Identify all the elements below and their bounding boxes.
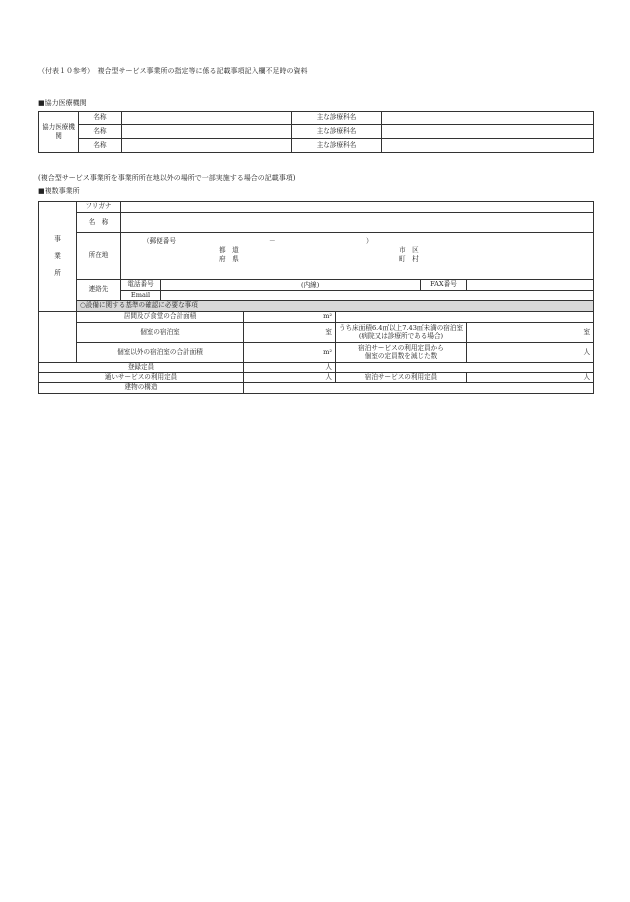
cooperating-hospitals-table (38, 111, 594, 153)
registered-blank (336, 363, 594, 373)
phone-input[interactable] (161, 280, 421, 291)
fax-label: FAX番号 (421, 280, 467, 291)
building-structure-label: 建物の構造 (39, 383, 244, 394)
postal-open: （郵便番号 (143, 237, 176, 245)
capacity-diff-input[interactable] (467, 343, 594, 363)
office-name-input[interactable] (121, 213, 594, 233)
email-input[interactable] (161, 291, 594, 301)
living-area-blank (336, 312, 594, 323)
non-private-area-label: 個室以外の宿泊室の合計面積 (77, 343, 244, 363)
postal-dash: － (269, 237, 276, 245)
multiple-offices-table (38, 201, 594, 394)
equipment-blank (39, 312, 77, 363)
hospital-dept-label: 主な診療科名 (292, 125, 382, 139)
person-unit: 人 (583, 372, 591, 381)
hospital-dept-input[interactable] (382, 112, 594, 125)
small-room-label: うち床面積6.4㎡以上7.43㎡未満の宿泊室 (病院又は診療所である場合) (336, 323, 467, 343)
section1-heading: ■協力医療機関 (38, 99, 87, 107)
fax-input[interactable] (467, 280, 594, 291)
registered-capacity-input[interactable] (244, 363, 336, 373)
phone-label: 電話番号 (121, 280, 161, 291)
day-service-label: 通いサービスの利用定員 (39, 373, 244, 383)
room-unit: 室 (583, 327, 591, 336)
note-text: (複合型サービス事業所を事業所所在地以外の場所で一部実施する場合の記載事項) (38, 174, 296, 182)
hospital-dept-input[interactable] (382, 125, 594, 139)
contact-label: 連絡先 (77, 280, 121, 301)
hospital-dept-label: 主な診療科名 (292, 139, 382, 153)
prefecture-top: 都 道 (219, 246, 239, 254)
page-header: （付表１０参考） 複合型サービス事業所の指定等に係る記載事項記入欄不足時の資料 (38, 67, 308, 75)
day-service-input[interactable] (244, 373, 336, 383)
hospital-name-label: 名称 (79, 125, 122, 139)
furigana-label: フリガナ (77, 202, 121, 213)
cooperating-hospital-label: 協力医療機関 (39, 112, 79, 153)
hospital-dept-label: 主な診療科名 (292, 112, 382, 125)
hospital-name-label: 名称 (79, 112, 122, 125)
office-name-label: 名 称 (77, 213, 121, 233)
extension-label: (内線) (301, 281, 320, 289)
postal-close: ） (366, 237, 373, 245)
capacity-diff-label: 宿泊サービスの利用定員から 個室の定員数を減じた数 (336, 343, 467, 363)
stay-service-label: 宿泊サービスの利用定員 (336, 373, 467, 383)
hospital-name-input[interactable] (122, 139, 292, 153)
sqm-unit: m² (323, 312, 332, 321)
non-private-area-input[interactable] (244, 343, 336, 363)
person-unit: 人 (325, 372, 332, 381)
living-area-label: 居間及び食堂の合計面積 (77, 312, 244, 323)
email-label: Email (121, 291, 161, 301)
city-top: 市 区 (399, 246, 419, 254)
room-unit: 室 (325, 327, 332, 336)
person-unit: 人 (325, 362, 332, 371)
person-unit: 人 (583, 347, 591, 356)
furigana-input[interactable] (121, 202, 594, 213)
private-room-input[interactable] (244, 323, 336, 343)
office-label: 事 業 所 (39, 202, 77, 312)
hospital-name-label: 名称 (79, 139, 122, 153)
equipment-header: ○設備に関する基準の確認に必要な事項 (77, 301, 594, 312)
section2-heading: ■複数事業所 (38, 187, 80, 195)
small-room-input[interactable] (467, 323, 594, 343)
prefecture-bottom: 府 県 (219, 255, 239, 263)
address-label: 所在地 (77, 233, 121, 280)
address-input[interactable] (121, 233, 594, 280)
sqm-unit: m² (323, 347, 332, 356)
stay-service-input[interactable] (467, 373, 594, 383)
hospital-dept-input[interactable] (382, 139, 594, 153)
hospital-name-input[interactable] (122, 112, 292, 125)
registered-capacity-label: 登録定員 (39, 363, 244, 373)
hospital-name-input[interactable] (122, 125, 292, 139)
building-structure-input[interactable] (244, 383, 594, 394)
private-room-label: 個室の宿泊室 (77, 323, 244, 343)
living-area-input[interactable] (244, 312, 336, 323)
city-bottom: 町 村 (399, 255, 419, 263)
